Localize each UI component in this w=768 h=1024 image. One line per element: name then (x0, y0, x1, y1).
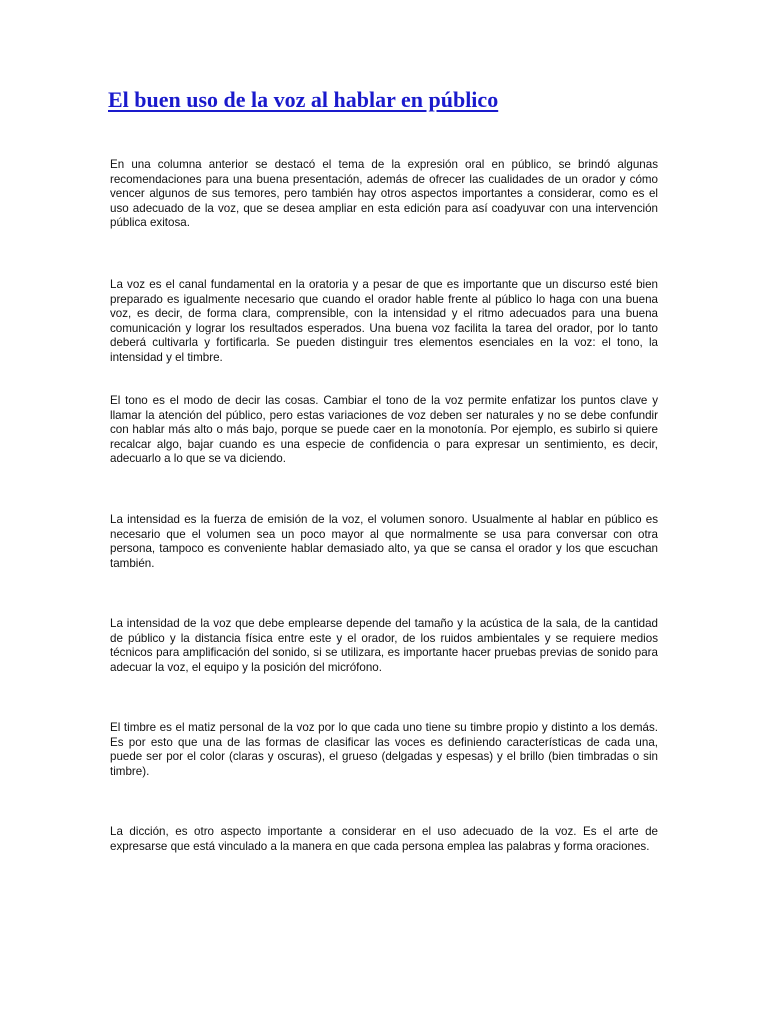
paragraph-tono: El tono es el modo de decir las cosas. Cambiar el tono de la voz permite enfatizar los puntos clave y llamar la atención del público, pero estas variaciones de voz deben ser naturales y no se debe confundir con hablar más alto o más bajo, porque se puede caer en la monotonía. Por ejemplo, es subirlo si quiere recalcar algo, bajar cuando es una especie de confidencia o para expresar un sentimiento, es decir, adecuarlo a lo que se va diciendo. (110, 394, 658, 466)
paragraph-intensidad: La intensidad es la fuerza de emisión de la voz, el volumen sonoro. Usualmente al hablar en público es necesario que el volumen sea un poco mayor al que normalmente se usa para conversar con otra persona, tampoco es conveniente hablar demasiado alto, ya que se cansa el orador y los que escuchan también. (110, 513, 658, 570)
page-title-link[interactable]: El buen uso de la voz al hablar en público (108, 87, 499, 112)
paragraph-voz: La voz es el canal fundamental en la oratoria y a pesar de que es importante que un discurso esté bien preparado es igualmente necesario que cuando el orador hable frente al público lo haga con una buena voz, es decir, de forma clara, comprensible, con la intensidad y el ritmo adecuados para una buena comunicación y lograr los resultados esperados. Una buena voz facilita la tarea del orador, por lo tanto deberá cultivarla y fortificarla. Se pueden distinguir tres elementos esenciales en la voz: el tono, la intensidad y el timbre. (110, 278, 658, 364)
paragraph-diccion: La dicción, es otro aspecto importante a considerar en el uso adecuado de la voz. Es el arte de expresarse que está vinculado a la manera en que cada persona emplea las palabras y forma oraciones. (110, 825, 658, 853)
paragraph-timbre: El timbre es el matiz personal de la voz por lo que cada uno tiene su timbre propio y distinto a los demás. Es por esto que una de las formas de clasificar las voces es definiendo características de cada una, puede ser por el color (claras y oscuras), el grueso (delgadas y espesas) y el brillo (bien timbradas o sin timbre). (110, 721, 658, 778)
paragraph-intro: En una columna anterior se destacó el tema de la expresión oral en público, se brindó algunas recomendaciones para una buena presentación, además de ofrecer las cualidades de un orador y cómo vencer algunos de sus temores, pero también hay otros aspectos importantes a considerar, como es el uso adecuado de la voz, que se desea ampliar en esta edición para así coadyuvar con una intervención pública exitosa. (110, 158, 658, 230)
paragraph-intensidad-sala: La intensidad de la voz que debe emplearse depende del tamaño y la acústica de la sala, de la cantidad de público y la distancia física entre este y el orador, de los ruidos ambientales y se requiere medios técnicos para amplificación del sonido, si se utilizara, es importante hacer pruebas previas de sonido para adecuar la voz, el equipo y la posición del micrófono. (110, 617, 658, 674)
